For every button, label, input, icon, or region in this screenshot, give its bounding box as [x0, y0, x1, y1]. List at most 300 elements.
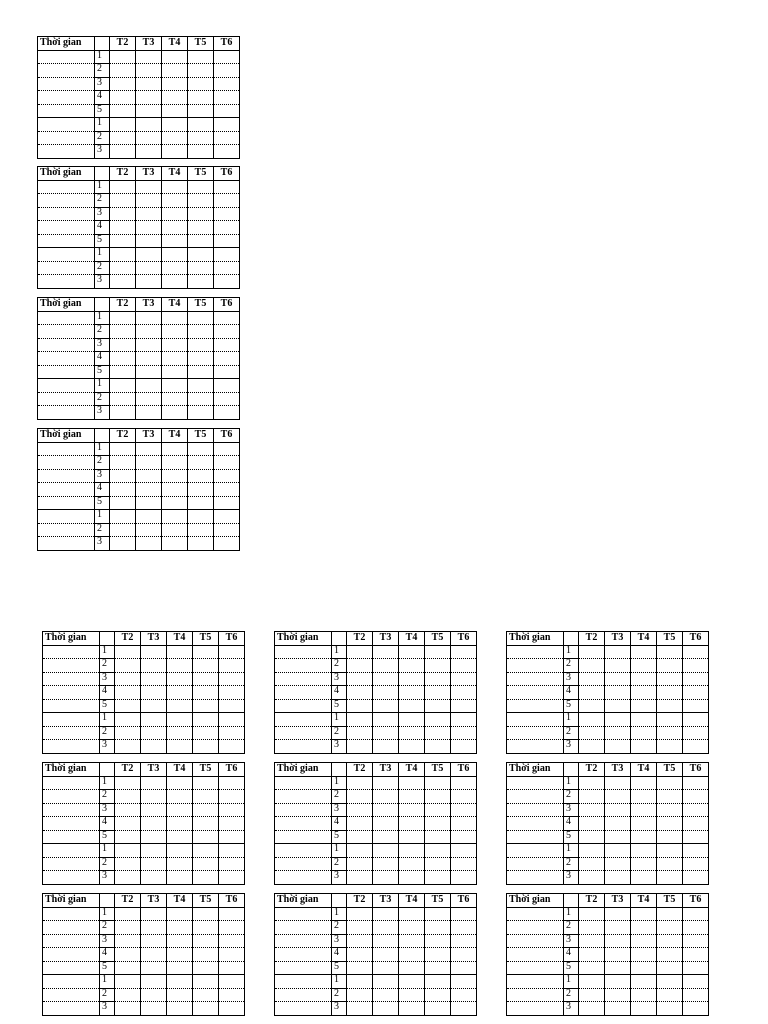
schedule-cell[interactable]	[399, 871, 425, 885]
schedule-cell[interactable]	[115, 776, 141, 790]
schedule-cell[interactable]	[579, 713, 605, 727]
schedule-cell[interactable]	[631, 830, 657, 844]
schedule-cell[interactable]	[162, 50, 188, 64]
schedule-cell[interactable]	[214, 180, 240, 194]
time-cell[interactable]	[43, 961, 100, 975]
schedule-cell[interactable]	[214, 207, 240, 221]
time-cell[interactable]	[38, 275, 95, 289]
schedule-cell[interactable]	[193, 699, 219, 713]
schedule-cell[interactable]	[399, 803, 425, 817]
schedule-cell[interactable]	[162, 442, 188, 456]
schedule-cell[interactable]	[115, 857, 141, 871]
schedule-cell[interactable]	[347, 961, 373, 975]
schedule-cell[interactable]	[399, 726, 425, 740]
schedule-cell[interactable]	[683, 921, 709, 935]
schedule-cell[interactable]	[605, 659, 631, 673]
schedule-cell[interactable]	[136, 523, 162, 537]
time-cell[interactable]	[43, 726, 100, 740]
time-cell[interactable]	[507, 1002, 564, 1016]
schedule-cell[interactable]	[347, 871, 373, 885]
schedule-cell[interactable]	[115, 961, 141, 975]
schedule-cell[interactable]	[219, 645, 245, 659]
schedule-cell[interactable]	[373, 645, 399, 659]
time-cell[interactable]	[43, 645, 100, 659]
schedule-cell[interactable]	[347, 988, 373, 1002]
time-cell[interactable]	[507, 857, 564, 871]
schedule-cell[interactable]	[110, 145, 136, 159]
schedule-cell[interactable]	[141, 776, 167, 790]
schedule-cell[interactable]	[110, 365, 136, 379]
schedule-cell[interactable]	[188, 406, 214, 420]
schedule-cell[interactable]	[347, 817, 373, 831]
schedule-cell[interactable]	[347, 948, 373, 962]
schedule-cell[interactable]	[110, 64, 136, 78]
schedule-cell[interactable]	[347, 857, 373, 871]
time-cell[interactable]	[43, 713, 100, 727]
time-cell[interactable]	[43, 686, 100, 700]
schedule-cell[interactable]	[579, 817, 605, 831]
schedule-cell[interactable]	[193, 803, 219, 817]
schedule-cell[interactable]	[657, 817, 683, 831]
schedule-cell[interactable]	[683, 1002, 709, 1016]
schedule-cell[interactable]	[110, 234, 136, 248]
time-cell[interactable]	[507, 844, 564, 858]
schedule-cell[interactable]	[136, 131, 162, 145]
schedule-cell[interactable]	[141, 659, 167, 673]
time-cell[interactable]	[38, 64, 95, 78]
schedule-cell[interactable]	[451, 830, 477, 844]
schedule-cell[interactable]	[115, 1002, 141, 1016]
time-cell[interactable]	[275, 907, 332, 921]
schedule-cell[interactable]	[162, 194, 188, 208]
schedule-cell[interactable]	[605, 988, 631, 1002]
schedule-cell[interactable]	[162, 118, 188, 132]
schedule-cell[interactable]	[631, 817, 657, 831]
schedule-cell[interactable]	[657, 975, 683, 989]
schedule-cell[interactable]	[214, 338, 240, 352]
schedule-cell[interactable]	[162, 469, 188, 483]
time-cell[interactable]	[38, 261, 95, 275]
schedule-cell[interactable]	[214, 392, 240, 406]
schedule-cell[interactable]	[631, 790, 657, 804]
schedule-cell[interactable]	[425, 830, 451, 844]
schedule-cell[interactable]	[214, 145, 240, 159]
schedule-cell[interactable]	[188, 442, 214, 456]
schedule-cell[interactable]	[167, 934, 193, 948]
schedule-cell[interactable]	[399, 686, 425, 700]
schedule-cell[interactable]	[605, 699, 631, 713]
schedule-cell[interactable]	[605, 776, 631, 790]
schedule-cell[interactable]	[425, 907, 451, 921]
time-cell[interactable]	[275, 1002, 332, 1016]
schedule-cell[interactable]	[605, 686, 631, 700]
schedule-cell[interactable]	[579, 934, 605, 948]
schedule-cell[interactable]	[657, 934, 683, 948]
schedule-cell[interactable]	[136, 91, 162, 105]
time-cell[interactable]	[43, 948, 100, 962]
schedule-cell[interactable]	[219, 713, 245, 727]
schedule-cell[interactable]	[425, 1002, 451, 1016]
schedule-cell[interactable]	[605, 830, 631, 844]
schedule-cell[interactable]	[451, 776, 477, 790]
schedule-cell[interactable]	[373, 921, 399, 935]
schedule-cell[interactable]	[399, 961, 425, 975]
schedule-cell[interactable]	[451, 857, 477, 871]
schedule-cell[interactable]	[219, 699, 245, 713]
schedule-cell[interactable]	[425, 645, 451, 659]
schedule-cell[interactable]	[451, 740, 477, 754]
schedule-cell[interactable]	[110, 379, 136, 393]
time-cell[interactable]	[38, 510, 95, 524]
schedule-cell[interactable]	[193, 776, 219, 790]
time-cell[interactable]	[507, 776, 564, 790]
schedule-cell[interactable]	[110, 510, 136, 524]
schedule-cell[interactable]	[451, 803, 477, 817]
schedule-cell[interactable]	[399, 790, 425, 804]
schedule-cell[interactable]	[214, 91, 240, 105]
schedule-cell[interactable]	[188, 77, 214, 91]
time-cell[interactable]	[507, 672, 564, 686]
time-cell[interactable]	[275, 921, 332, 935]
time-cell[interactable]	[507, 659, 564, 673]
schedule-cell[interactable]	[141, 672, 167, 686]
schedule-cell[interactable]	[141, 857, 167, 871]
time-cell[interactable]	[43, 975, 100, 989]
schedule-cell[interactable]	[373, 934, 399, 948]
schedule-cell[interactable]	[657, 871, 683, 885]
schedule-cell[interactable]	[451, 672, 477, 686]
time-cell[interactable]	[43, 844, 100, 858]
schedule-cell[interactable]	[136, 104, 162, 118]
schedule-cell[interactable]	[214, 275, 240, 289]
schedule-cell[interactable]	[605, 790, 631, 804]
schedule-cell[interactable]	[605, 921, 631, 935]
schedule-cell[interactable]	[214, 194, 240, 208]
schedule-cell[interactable]	[162, 104, 188, 118]
schedule-cell[interactable]	[219, 961, 245, 975]
schedule-cell[interactable]	[631, 871, 657, 885]
schedule-cell[interactable]	[347, 934, 373, 948]
schedule-cell[interactable]	[188, 325, 214, 339]
time-cell[interactable]	[275, 645, 332, 659]
schedule-cell[interactable]	[141, 726, 167, 740]
schedule-cell[interactable]	[162, 207, 188, 221]
schedule-cell[interactable]	[683, 699, 709, 713]
schedule-cell[interactable]	[110, 456, 136, 470]
schedule-cell[interactable]	[141, 740, 167, 754]
schedule-cell[interactable]	[425, 934, 451, 948]
schedule-cell[interactable]	[347, 830, 373, 844]
schedule-cell[interactable]	[115, 934, 141, 948]
schedule-cell[interactable]	[214, 352, 240, 366]
schedule-cell[interactable]	[373, 988, 399, 1002]
schedule-cell[interactable]	[631, 844, 657, 858]
schedule-cell[interactable]	[110, 442, 136, 456]
time-cell[interactable]	[43, 803, 100, 817]
schedule-cell[interactable]	[214, 365, 240, 379]
schedule-cell[interactable]	[219, 803, 245, 817]
schedule-cell[interactable]	[451, 844, 477, 858]
schedule-cell[interactable]	[136, 221, 162, 235]
schedule-cell[interactable]	[115, 699, 141, 713]
schedule-cell[interactable]	[162, 77, 188, 91]
schedule-cell[interactable]	[451, 934, 477, 948]
schedule-cell[interactable]	[631, 803, 657, 817]
schedule-cell[interactable]	[188, 275, 214, 289]
schedule-cell[interactable]	[193, 672, 219, 686]
schedule-cell[interactable]	[162, 91, 188, 105]
schedule-cell[interactable]	[136, 365, 162, 379]
schedule-cell[interactable]	[188, 537, 214, 551]
time-cell[interactable]	[38, 104, 95, 118]
time-cell[interactable]	[38, 456, 95, 470]
schedule-cell[interactable]	[167, 988, 193, 1002]
schedule-cell[interactable]	[657, 726, 683, 740]
schedule-cell[interactable]	[373, 948, 399, 962]
schedule-cell[interactable]	[193, 713, 219, 727]
time-cell[interactable]	[43, 988, 100, 1002]
schedule-cell[interactable]	[162, 379, 188, 393]
schedule-cell[interactable]	[579, 726, 605, 740]
schedule-cell[interactable]	[214, 483, 240, 497]
schedule-cell[interactable]	[631, 934, 657, 948]
schedule-cell[interactable]	[631, 776, 657, 790]
schedule-cell[interactable]	[167, 871, 193, 885]
schedule-cell[interactable]	[193, 975, 219, 989]
schedule-cell[interactable]	[373, 817, 399, 831]
time-cell[interactable]	[507, 817, 564, 831]
schedule-cell[interactable]	[219, 844, 245, 858]
schedule-cell[interactable]	[214, 118, 240, 132]
schedule-cell[interactable]	[579, 672, 605, 686]
schedule-cell[interactable]	[188, 131, 214, 145]
schedule-cell[interactable]	[399, 699, 425, 713]
schedule-cell[interactable]	[683, 907, 709, 921]
schedule-cell[interactable]	[110, 469, 136, 483]
schedule-cell[interactable]	[347, 790, 373, 804]
schedule-cell[interactable]	[214, 131, 240, 145]
time-cell[interactable]	[275, 961, 332, 975]
schedule-cell[interactable]	[605, 871, 631, 885]
schedule-cell[interactable]	[631, 857, 657, 871]
schedule-cell[interactable]	[162, 275, 188, 289]
schedule-cell[interactable]	[373, 659, 399, 673]
time-cell[interactable]	[507, 975, 564, 989]
schedule-cell[interactable]	[399, 844, 425, 858]
schedule-cell[interactable]	[214, 523, 240, 537]
schedule-cell[interactable]	[683, 817, 709, 831]
time-cell[interactable]	[507, 726, 564, 740]
schedule-cell[interactable]	[136, 325, 162, 339]
schedule-cell[interactable]	[136, 352, 162, 366]
schedule-cell[interactable]	[110, 261, 136, 275]
schedule-cell[interactable]	[167, 948, 193, 962]
time-cell[interactable]	[507, 790, 564, 804]
time-cell[interactable]	[275, 934, 332, 948]
time-cell[interactable]	[38, 338, 95, 352]
schedule-cell[interactable]	[657, 645, 683, 659]
schedule-cell[interactable]	[193, 659, 219, 673]
schedule-cell[interactable]	[162, 145, 188, 159]
time-cell[interactable]	[507, 934, 564, 948]
schedule-cell[interactable]	[188, 50, 214, 64]
schedule-cell[interactable]	[214, 248, 240, 262]
schedule-cell[interactable]	[631, 659, 657, 673]
schedule-cell[interactable]	[347, 672, 373, 686]
schedule-cell[interactable]	[162, 131, 188, 145]
schedule-cell[interactable]	[451, 975, 477, 989]
schedule-cell[interactable]	[399, 907, 425, 921]
schedule-cell[interactable]	[657, 948, 683, 962]
schedule-cell[interactable]	[188, 180, 214, 194]
time-cell[interactable]	[507, 740, 564, 754]
time-cell[interactable]	[38, 379, 95, 393]
time-cell[interactable]	[43, 857, 100, 871]
schedule-cell[interactable]	[115, 988, 141, 1002]
schedule-cell[interactable]	[167, 921, 193, 935]
time-cell[interactable]	[38, 221, 95, 235]
schedule-cell[interactable]	[115, 948, 141, 962]
schedule-cell[interactable]	[136, 248, 162, 262]
schedule-cell[interactable]	[188, 248, 214, 262]
schedule-cell[interactable]	[110, 352, 136, 366]
schedule-cell[interactable]	[219, 830, 245, 844]
schedule-cell[interactable]	[347, 776, 373, 790]
schedule-cell[interactable]	[373, 975, 399, 989]
schedule-cell[interactable]	[188, 234, 214, 248]
schedule-cell[interactable]	[683, 726, 709, 740]
schedule-cell[interactable]	[683, 713, 709, 727]
schedule-cell[interactable]	[193, 1002, 219, 1016]
schedule-cell[interactable]	[631, 645, 657, 659]
time-cell[interactable]	[275, 844, 332, 858]
schedule-cell[interactable]	[115, 803, 141, 817]
schedule-cell[interactable]	[214, 496, 240, 510]
time-cell[interactable]	[275, 803, 332, 817]
schedule-cell[interactable]	[219, 790, 245, 804]
schedule-cell[interactable]	[347, 921, 373, 935]
schedule-cell[interactable]	[188, 523, 214, 537]
schedule-cell[interactable]	[162, 311, 188, 325]
schedule-cell[interactable]	[657, 1002, 683, 1016]
schedule-cell[interactable]	[167, 803, 193, 817]
schedule-cell[interactable]	[188, 145, 214, 159]
time-cell[interactable]	[275, 686, 332, 700]
schedule-cell[interactable]	[657, 803, 683, 817]
schedule-cell[interactable]	[579, 975, 605, 989]
schedule-cell[interactable]	[115, 645, 141, 659]
schedule-cell[interactable]	[219, 817, 245, 831]
schedule-cell[interactable]	[115, 659, 141, 673]
schedule-cell[interactable]	[188, 64, 214, 78]
schedule-cell[interactable]	[657, 740, 683, 754]
schedule-cell[interactable]	[657, 830, 683, 844]
schedule-cell[interactable]	[683, 961, 709, 975]
schedule-cell[interactable]	[425, 948, 451, 962]
schedule-cell[interactable]	[605, 817, 631, 831]
schedule-cell[interactable]	[141, 921, 167, 935]
schedule-cell[interactable]	[136, 338, 162, 352]
time-cell[interactable]	[43, 659, 100, 673]
schedule-cell[interactable]	[399, 948, 425, 962]
schedule-cell[interactable]	[579, 659, 605, 673]
schedule-cell[interactable]	[579, 871, 605, 885]
schedule-cell[interactable]	[136, 77, 162, 91]
schedule-cell[interactable]	[188, 483, 214, 497]
time-cell[interactable]	[275, 790, 332, 804]
time-cell[interactable]	[38, 145, 95, 159]
schedule-cell[interactable]	[136, 469, 162, 483]
schedule-cell[interactable]	[115, 844, 141, 858]
schedule-cell[interactable]	[579, 1002, 605, 1016]
schedule-cell[interactable]	[188, 311, 214, 325]
schedule-cell[interactable]	[605, 713, 631, 727]
time-cell[interactable]	[275, 857, 332, 871]
schedule-cell[interactable]	[167, 740, 193, 754]
schedule-cell[interactable]	[167, 686, 193, 700]
schedule-cell[interactable]	[425, 776, 451, 790]
schedule-cell[interactable]	[110, 207, 136, 221]
schedule-cell[interactable]	[451, 699, 477, 713]
schedule-cell[interactable]	[167, 1002, 193, 1016]
schedule-cell[interactable]	[683, 844, 709, 858]
schedule-cell[interactable]	[110, 77, 136, 91]
schedule-cell[interactable]	[115, 975, 141, 989]
schedule-cell[interactable]	[605, 726, 631, 740]
schedule-cell[interactable]	[136, 234, 162, 248]
schedule-cell[interactable]	[579, 776, 605, 790]
schedule-cell[interactable]	[110, 338, 136, 352]
schedule-cell[interactable]	[399, 1002, 425, 1016]
time-cell[interactable]	[275, 713, 332, 727]
schedule-cell[interactable]	[631, 699, 657, 713]
schedule-cell[interactable]	[399, 659, 425, 673]
schedule-cell[interactable]	[162, 456, 188, 470]
schedule-cell[interactable]	[110, 248, 136, 262]
time-cell[interactable]	[275, 740, 332, 754]
schedule-cell[interactable]	[162, 496, 188, 510]
schedule-cell[interactable]	[162, 537, 188, 551]
time-cell[interactable]	[38, 311, 95, 325]
schedule-cell[interactable]	[347, 1002, 373, 1016]
time-cell[interactable]	[43, 934, 100, 948]
schedule-cell[interactable]	[141, 686, 167, 700]
schedule-cell[interactable]	[136, 483, 162, 497]
schedule-cell[interactable]	[110, 325, 136, 339]
schedule-cell[interactable]	[167, 961, 193, 975]
schedule-cell[interactable]	[167, 713, 193, 727]
time-cell[interactable]	[43, 790, 100, 804]
schedule-cell[interactable]	[162, 392, 188, 406]
schedule-cell[interactable]	[579, 921, 605, 935]
schedule-cell[interactable]	[631, 975, 657, 989]
time-cell[interactable]	[38, 234, 95, 248]
time-cell[interactable]	[507, 871, 564, 885]
schedule-cell[interactable]	[115, 921, 141, 935]
schedule-cell[interactable]	[188, 496, 214, 510]
schedule-cell[interactable]	[214, 261, 240, 275]
schedule-cell[interactable]	[141, 844, 167, 858]
schedule-cell[interactable]	[162, 406, 188, 420]
schedule-cell[interactable]	[399, 713, 425, 727]
schedule-cell[interactable]	[605, 672, 631, 686]
schedule-cell[interactable]	[373, 726, 399, 740]
schedule-cell[interactable]	[193, 740, 219, 754]
schedule-cell[interactable]	[605, 645, 631, 659]
schedule-cell[interactable]	[193, 790, 219, 804]
schedule-cell[interactable]	[683, 830, 709, 844]
schedule-cell[interactable]	[188, 469, 214, 483]
